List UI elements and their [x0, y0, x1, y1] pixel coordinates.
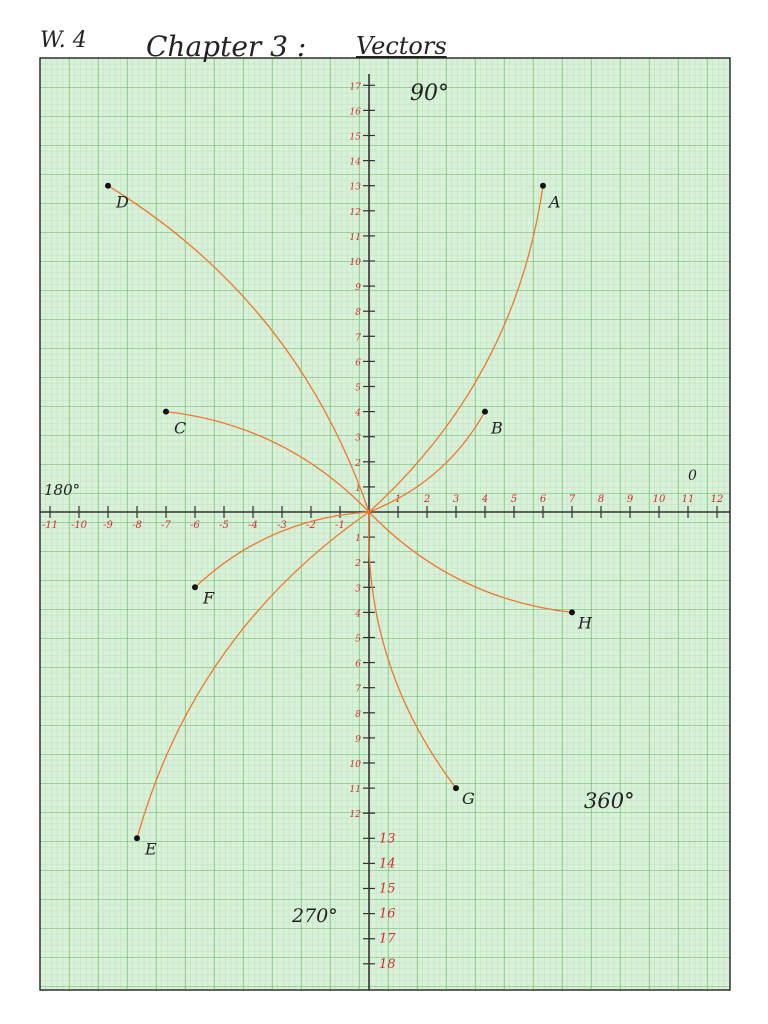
chapter-title: Chapter 3 : — [146, 30, 307, 63]
x-tick-label: 4 — [481, 494, 489, 505]
x-tick-label: -4 — [248, 520, 258, 531]
y-tick-label: 14 — [379, 856, 396, 872]
x-tick-label: -11 — [41, 520, 59, 531]
y-tick-label: 12 — [349, 810, 361, 821]
x-tick-label: 9 — [626, 494, 634, 505]
point-D — [105, 183, 111, 189]
y-tick-label: 1 — [355, 483, 361, 494]
x-tick-label: 6 — [539, 494, 547, 505]
x-tick-label: 12 — [710, 494, 724, 505]
y-tick-label: 15 — [349, 132, 361, 143]
y-tick-label: 4 — [355, 408, 361, 419]
x-tick-label: 2 — [423, 494, 431, 505]
x-tick-label: -3 — [277, 520, 287, 531]
x-tick-label: -8 — [132, 520, 142, 531]
point-C — [163, 409, 169, 415]
x-tick-label: 8 — [597, 494, 605, 505]
point-label-A: A — [549, 192, 561, 212]
grid — [40, 58, 730, 990]
angle-label-180: 180° — [44, 481, 81, 499]
y-tick-label: 12 — [349, 207, 361, 218]
point-F — [192, 584, 198, 590]
angle-label-270: 270° — [292, 905, 338, 927]
y-tick-label: 13 — [349, 182, 361, 193]
y-tick-label: 13 — [379, 831, 396, 847]
point-label-G: G — [462, 789, 475, 809]
y-tick-label: 10 — [349, 258, 361, 268]
x-tick-label: -10 — [70, 520, 88, 531]
point-label-E: E — [145, 839, 157, 859]
topic-title: Vectors — [356, 32, 447, 60]
point-B — [482, 409, 488, 415]
x-tick-label: 3 — [452, 494, 460, 505]
y-tick-label: 4 — [355, 609, 361, 620]
y-tick-label: 18 — [379, 956, 396, 972]
x-tick-label: 11 — [681, 494, 695, 505]
y-tick-label: 2 — [355, 458, 361, 469]
x-tick-label: -5 — [219, 520, 229, 531]
y-tick-label: 10 — [349, 760, 361, 770]
angle-label-90: 90° — [410, 81, 449, 106]
y-tick-label: 3 — [355, 433, 361, 444]
y-tick-label: 8 — [355, 709, 361, 720]
point-label-B: B — [491, 418, 503, 438]
y-tick-label: 8 — [355, 308, 361, 319]
angle-label-0: 0 — [688, 468, 697, 484]
y-tick-label: 5 — [355, 634, 361, 645]
y-tick-label: 16 — [349, 107, 361, 118]
y-tick-label: 6 — [355, 659, 361, 670]
point-label-C: C — [174, 418, 187, 438]
y-tick-label: 16 — [379, 906, 396, 922]
point-label-H: H — [578, 613, 592, 633]
y-tick-label: 3 — [355, 584, 361, 595]
point-A — [540, 183, 546, 189]
x-tick-label: 5 — [510, 494, 518, 505]
y-tick-label: 6 — [355, 358, 361, 369]
y-tick-label: 7 — [355, 684, 361, 695]
y-tick-label: 17 — [349, 82, 361, 93]
x-tick-label: 7 — [568, 494, 576, 505]
y-tick-label: 11 — [349, 785, 361, 796]
y-tick-label: 11 — [349, 232, 361, 243]
angle-label-360: 360° — [584, 789, 635, 813]
point-label-D: D — [116, 192, 129, 212]
x-tick-label: -1 — [335, 520, 345, 531]
x-tick-label: -7 — [161, 520, 171, 531]
y-tick-label: 5 — [355, 383, 361, 394]
y-tick-label: 9 — [355, 734, 361, 745]
y-tick-label: 7 — [355, 333, 361, 344]
x-tick-label: 10 — [652, 494, 666, 505]
x-tick-label: -2 — [306, 520, 316, 531]
x-tick-label: 1 — [394, 494, 402, 505]
y-tick-label: 15 — [379, 881, 396, 897]
y-tick-label: 1 — [355, 534, 361, 545]
point-E — [134, 835, 140, 841]
point-H — [569, 609, 575, 615]
point-G — [453, 785, 459, 791]
week-label: W. 4 — [40, 28, 87, 53]
x-tick-label: -9 — [103, 520, 113, 531]
y-tick-label: 2 — [355, 559, 361, 570]
y-tick-label: 9 — [355, 283, 361, 294]
y-tick-label: 14 — [349, 157, 361, 168]
point-label-F: F — [203, 588, 215, 608]
x-tick-label: -6 — [190, 520, 200, 531]
y-tick-label: 17 — [379, 931, 396, 947]
